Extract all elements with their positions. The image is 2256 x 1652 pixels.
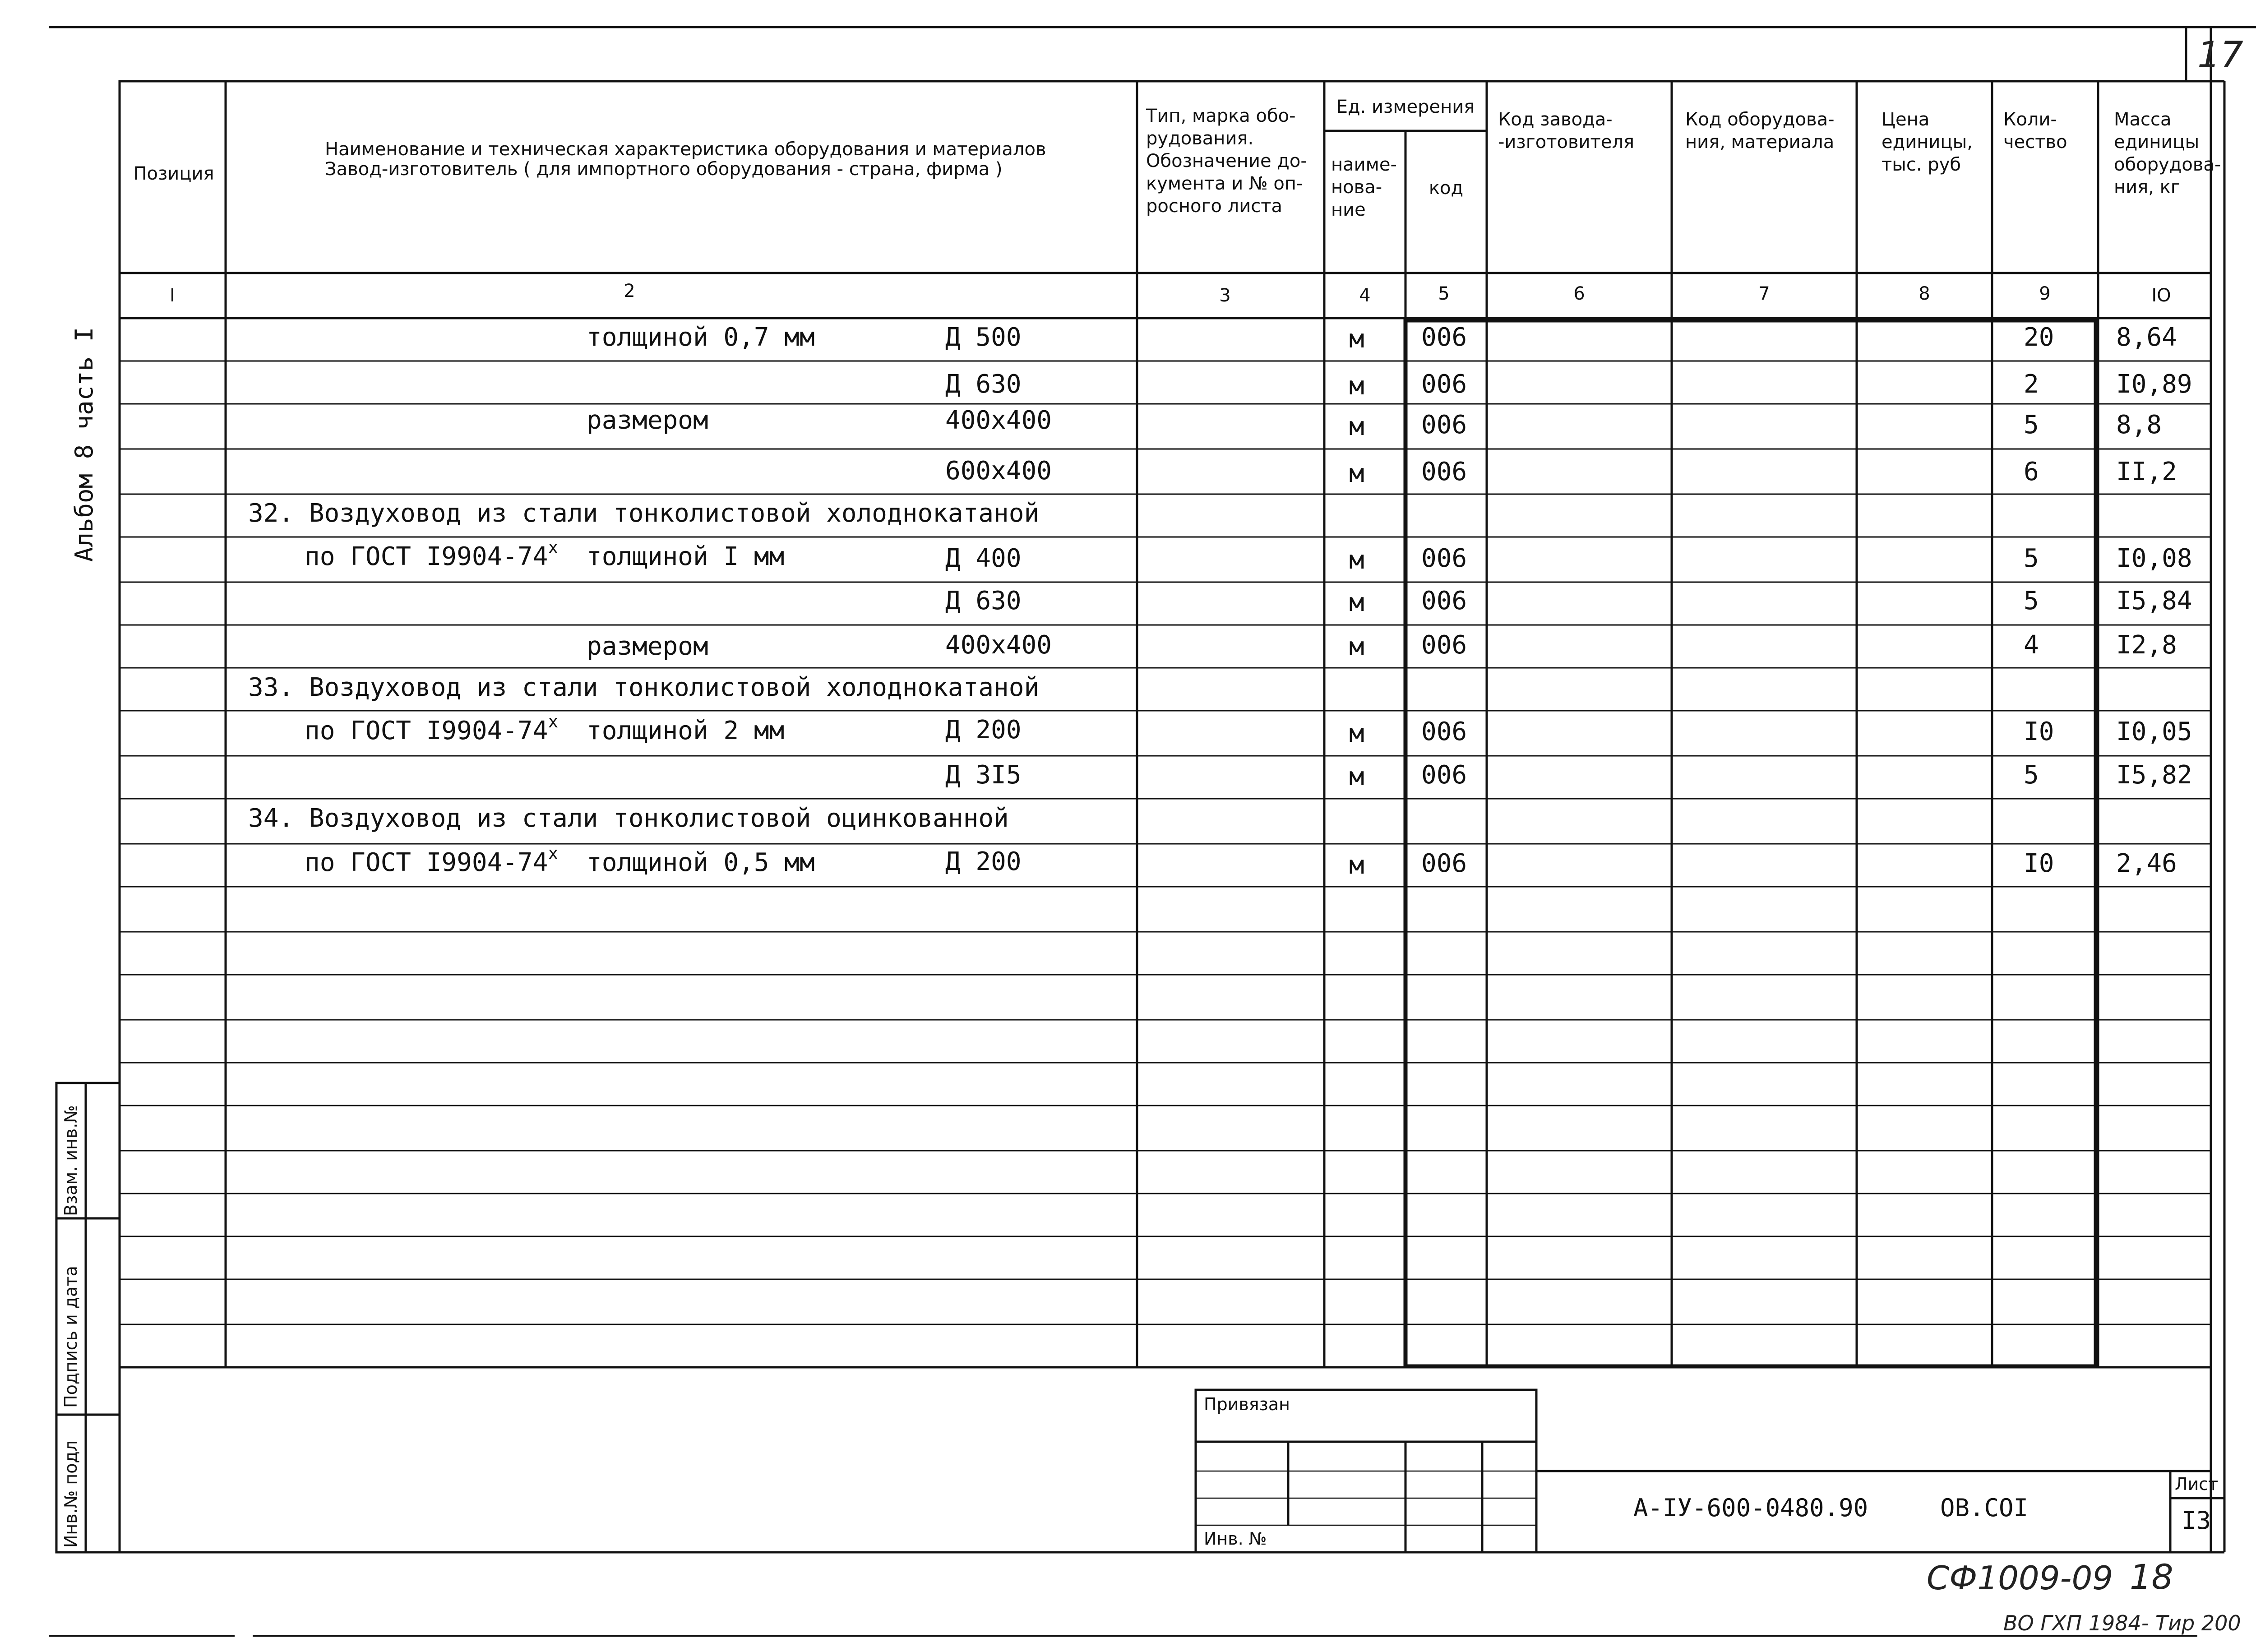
colnum-9: 9 (2039, 283, 2051, 304)
row-4-unit: м (1349, 459, 1364, 488)
row-13-name2: толщиной 0,5 мм (587, 848, 815, 877)
row-6-unit: м (1349, 546, 1364, 575)
side-box-orig-inv: Инв.№ подл (61, 1440, 81, 1548)
header-equipment-code: Код оборудова- ния, материала (1685, 109, 1835, 153)
row-1-qty: 20 (2024, 323, 2054, 352)
row-7-unit: м (1349, 588, 1364, 617)
row-6-name2: толщиной I мм (587, 542, 785, 571)
row-8-name: размером (587, 632, 708, 661)
row-1-code: 006 (1421, 323, 1467, 352)
header-factory-code: Код завода- -изготовителя (1498, 109, 1635, 153)
row-7-mass: I5,84 (2116, 586, 2192, 615)
colnum-5: 5 (1438, 283, 1450, 304)
row-13-mass: 2,46 (2116, 849, 2177, 878)
stamp-doc-mark: ОВ.СОI (1940, 1494, 2029, 1522)
row-10-code: 006 (1421, 717, 1467, 746)
row-5-name: 32. Воздуховод из стали тонколистовой холоднокатаной (248, 499, 1040, 528)
row-6-qty: 5 (2024, 544, 2039, 573)
colnum-6: 6 (1573, 283, 1585, 304)
row-13-name: по ГОСТ I9904-74$^x$ (305, 843, 559, 877)
row-10-unit: м (1349, 719, 1364, 748)
colnum-8: 8 (1919, 283, 1930, 304)
header-unit-name: наиме- нова- ние (1331, 154, 1397, 220)
handwritten-page: 18 (2130, 1557, 2173, 1597)
header-unit-mass: Масса единицы оборудова- ния, кг (2114, 109, 2221, 198)
header-type-mark: Тип, марка обо- рудования. Обозначение до- кумента и № оп- росного листа (1146, 106, 1307, 217)
row-1-dim: Д 500 (945, 323, 1022, 352)
row-7-dim: Д 630 (945, 586, 1022, 615)
side-box-replace-inv: Взам. инв.№ (61, 1105, 81, 1216)
row-2-qty: 2 (2024, 370, 2039, 399)
row-2-unit: м (1349, 371, 1364, 401)
row-10-mass: I0,05 (2116, 717, 2192, 746)
row-1-name: толщиной 0,7 мм (587, 323, 815, 352)
stamp-inv-no: Инв. № (1204, 1529, 1267, 1549)
row-6-mass: I0,08 (2116, 544, 2192, 573)
colnum-1: I (170, 285, 175, 306)
stamp-sheet-label: Лист (2175, 1474, 2219, 1494)
row-3-qty: 5 (2024, 410, 2039, 440)
row-13-dim: Д 200 (945, 847, 1022, 876)
side-box-signature-date: Подпись и дата (61, 1266, 81, 1408)
row-8-code: 006 (1421, 630, 1467, 660)
handwritten-series: СФ1009-09 (1927, 1559, 2113, 1597)
row-2-code: 006 (1421, 370, 1467, 399)
album-side-label: Альбом 8 часть I (70, 327, 98, 562)
row-11-unit: м (1349, 762, 1364, 791)
header-position: Позиция (133, 163, 214, 184)
row-11-code: 006 (1421, 760, 1467, 790)
row-3-mass: 8,8 (2116, 410, 2162, 440)
row-1-unit: м (1349, 324, 1364, 354)
header-unit-group: Ед. измерения (1336, 97, 1475, 117)
row-4-mass: II,2 (2116, 457, 2177, 486)
row-8-mass: I2,8 (2116, 630, 2177, 660)
colnum-4: 4 (1359, 285, 1371, 306)
row-2-dim: Д 630 (945, 370, 1022, 399)
row-4-dim: 600x400 (945, 456, 1052, 486)
row-8-dim: 400x400 (945, 630, 1052, 660)
stamp-doc-code: А-IУ-600-0480.90 (1633, 1494, 1868, 1522)
row-7-qty: 5 (2024, 586, 2039, 615)
header-quantity: Коли- чество (2003, 109, 2067, 153)
row-6-dim: Д 400 (945, 544, 1022, 573)
row-8-unit: м (1349, 632, 1364, 662)
header-name-line2: Завод-изготовитель ( для импортного оборудования - страна, фирма ) (325, 159, 1003, 180)
row-10-name: по ГОСТ I9904-74$^x$ (305, 712, 559, 745)
row-7-code: 006 (1421, 586, 1467, 615)
row-1-mass: 8,64 (2116, 323, 2177, 352)
row-3-code: 006 (1421, 410, 1467, 440)
header-unit-code: код (1428, 178, 1464, 199)
row-13-unit: м (1349, 851, 1364, 880)
row-13-qty: I0 (2024, 849, 2054, 878)
row-8-qty: 4 (2024, 630, 2039, 660)
row-10-qty: I0 (2024, 717, 2054, 746)
header-unit-price: Цена единицы, тыс. руб (1882, 109, 1973, 175)
row-11-mass: I5,82 (2116, 760, 2192, 790)
row-3-name: размером (587, 406, 708, 435)
row-13-code: 006 (1421, 849, 1467, 878)
stamp-sheet-number: I3 (2182, 1506, 2211, 1535)
colnum-7: 7 (1758, 283, 1770, 304)
header-name-line1: Наименование и техническая характеристика оборудования и материалов (325, 139, 1046, 160)
row-2-mass: I0,89 (2116, 370, 2192, 399)
row-10-dim: Д 200 (945, 715, 1022, 745)
row-3-unit: м (1349, 412, 1364, 441)
row-3-dim: 400x400 (945, 406, 1052, 435)
sheet-corner-number: 17 (2197, 34, 2243, 76)
row-4-code: 006 (1421, 457, 1467, 486)
row-6-code: 006 (1421, 544, 1467, 573)
handwritten-footer: ВО ГХП 1984- Тир 200 (2003, 1611, 2241, 1635)
row-11-qty: 5 (2024, 760, 2039, 790)
colnum-3: 3 (1219, 285, 1231, 306)
row-9-name: 33. Воздуховод из стали тонколистовой холоднокатаной (248, 673, 1040, 702)
colnum-2: 2 (624, 281, 635, 301)
row-11-dim: Д 3I5 (945, 760, 1022, 790)
colnum-10: IO (2151, 285, 2171, 306)
row-6-name: по ГОСТ I9904-74$^x$ (305, 537, 559, 571)
stamp-privyazan: Привязан (1204, 1394, 1290, 1414)
row-4-qty: 6 (2024, 457, 2039, 486)
row-12-name: 34. Воздуховод из стали тонколистовой оцинкованной (248, 804, 1009, 833)
row-10-name2: толщиной 2 мм (587, 716, 785, 745)
